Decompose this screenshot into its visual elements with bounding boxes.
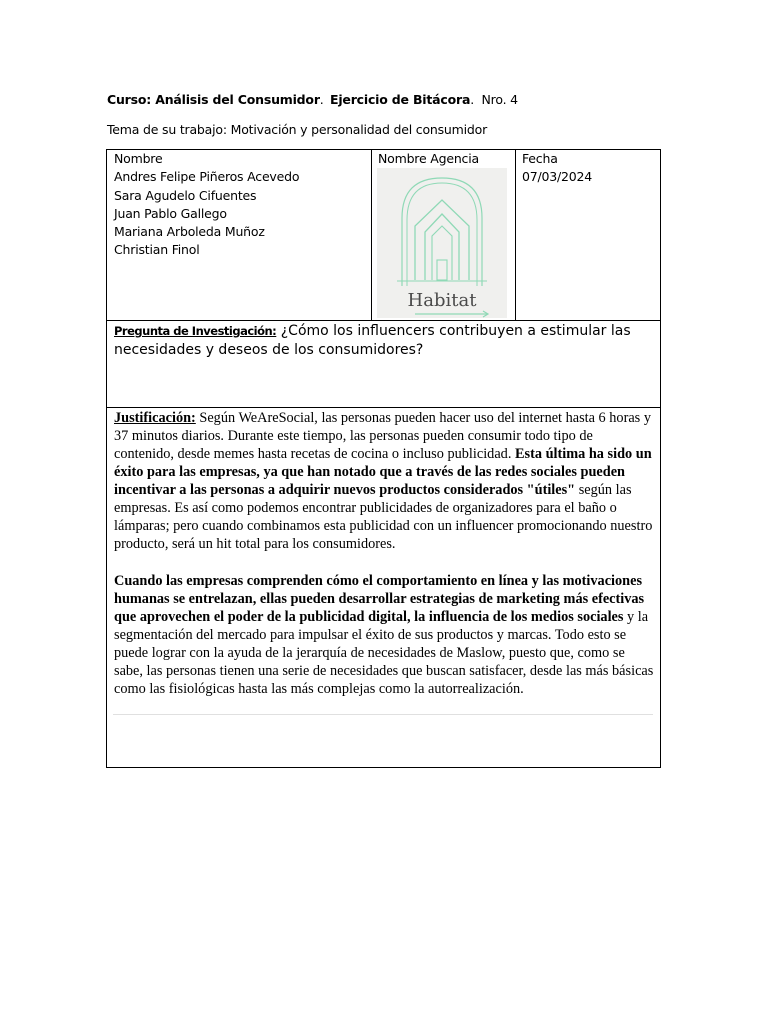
justification-paragraph-1 <box>114 409 656 553</box>
justification-label: Justificación: <box>114 410 196 426</box>
date-value: 07/03/2024 <box>522 169 593 185</box>
log-table <box>106 149 661 768</box>
names-list <box>114 168 369 259</box>
date-header: Fecha <box>522 151 558 166</box>
exercise-segment <box>330 92 518 107</box>
justification-paragraph-2 <box>114 572 656 698</box>
list-item: Christian Finol <box>114 242 200 258</box>
column-divider-1 <box>371 150 372 320</box>
justification <box>114 409 656 698</box>
justification-text-2b: y la segmentación del mercado para impulsar el éxito de sus productos y marcas. Todo esto se puede lograr con la ayuda de la jerarquía de necesidades de Maslow, puesto que, como se sabe, las personas tienen una serie de necesidades que buscan satisfacer, desde las más básicas como las fisiológicas hasta las más complejas como la autorrealización. <box>114 608 654 697</box>
row-divider-1 <box>107 320 660 321</box>
names-cell <box>114 150 369 260</box>
row-divider-soft <box>113 714 653 715</box>
course-period: . <box>319 92 324 107</box>
header-line <box>107 92 518 107</box>
exercise-period: . <box>470 92 474 107</box>
justification-text-1a: Según WeAreSocial, las personas pueden hacer uso del internet hasta 6 horas y 37 minutos diarios. Durante este tiempo, las personas pueden consumir todo tipo de contenido, desde memes hasta recetas de cocina o incluso publicidad. <box>114 410 651 462</box>
exercise-label: Ejercicio de Bitácora <box>330 92 471 107</box>
list-item: Juan Pablo Gallego <box>114 205 227 221</box>
topic-line: Tema de su trabajo: Motivación y personalidad del consumidor <box>107 122 488 137</box>
justification-text-1b: Esta última ha sido un éxito para las empresas, ya que han notado que a través de las redes sociales pueden incentivar a las personas a adquirir nuevos productos considerados "útiles" <box>114 446 652 498</box>
row-divider-2 <box>107 407 660 408</box>
list-item: Sara Agudelo Cifuentes <box>114 187 257 203</box>
exercise-number: Nro. 4 <box>481 92 518 107</box>
column-divider-2 <box>515 150 516 320</box>
list-item: Andres Felipe Piñeros Acevedo <box>114 169 300 185</box>
agency-logo <box>377 168 507 318</box>
research-question <box>114 322 654 359</box>
date-cell <box>522 150 657 187</box>
course-label: Curso: Análisis del Consumidor <box>107 92 320 107</box>
justification-text-1c: según las empresas. Es así como podemos encontrar publicidades de organizadores para el baño o lámparas; pero cuando combinamos esta publicidad con un influencer promocionando nuestro producto, será un hit total para los consumidores. <box>114 482 653 552</box>
agency-logo-text: Habitat <box>407 290 477 311</box>
agency-header: Nombre Agencia <box>378 151 479 166</box>
justification-text-2a: Cuando las empresas comprenden cómo el comportamiento en línea y las motivaciones humanas se entrelazan, ellas pueden desarrollar estrategias de marketing más efectivas que aprovechen el poder de la publicidad digital, la influencia de los medios sociales <box>114 572 645 625</box>
names-header: Nombre <box>114 151 163 166</box>
paragraph-gap <box>114 553 656 572</box>
question-text: ¿Cómo los influencers contribuyen a estimular las necesidades y deseos de los consumidores? <box>114 323 631 358</box>
list-item: Mariana Arboleda Muñoz <box>114 224 265 240</box>
question-label: Pregunta de Investigación: <box>114 324 277 338</box>
